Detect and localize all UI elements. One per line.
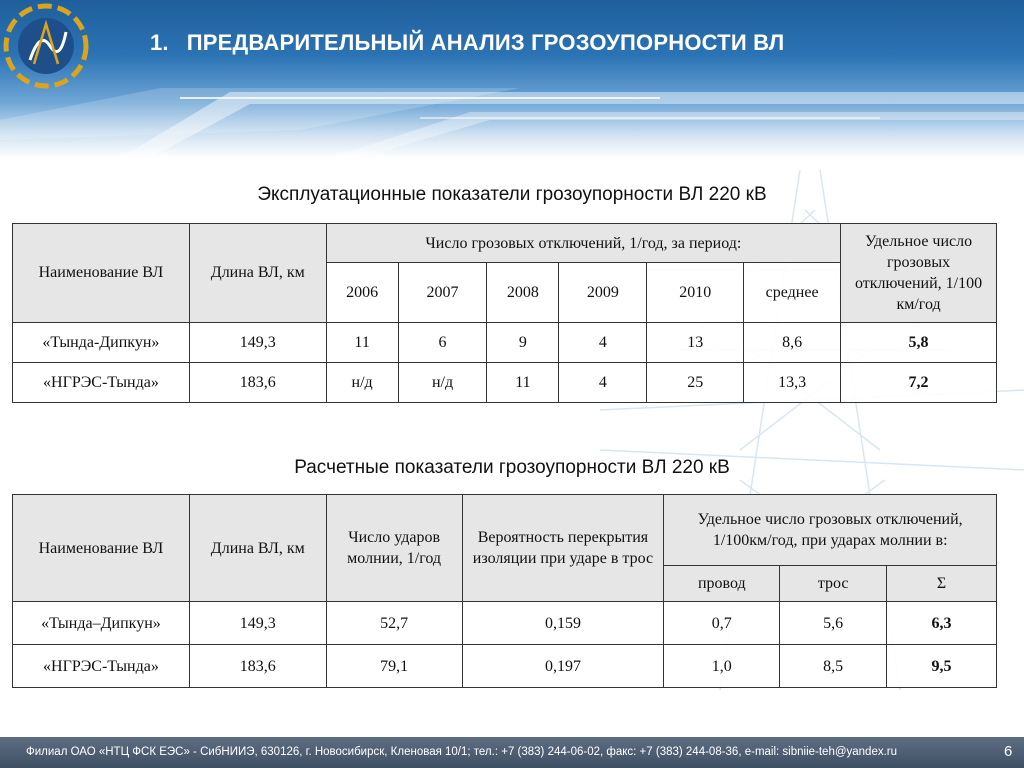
t2-wire: 1,0 [664,645,780,688]
t1-specific-value: 5,8 [841,322,997,362]
slide-header [0,0,1024,158]
t1-year: 2009 [559,263,647,322]
t2-probability: 0,197 [462,645,664,688]
t1-year-average: среднее [744,263,841,322]
t1-value: н/д [398,362,487,402]
t1-line-name: «Тында-Дипкун» [13,322,190,362]
t1-value: 11 [326,322,398,362]
t1-line-length: 183,6 [189,362,326,402]
t2-line-name: «НГРЭС-Тында» [13,645,190,688]
t1-header-name: Наименование ВЛ [13,224,190,323]
t2-header-strikes: Число ударов молнии, 1/год [326,495,462,602]
t1-year: 2007 [398,263,487,322]
t1-value-average: 8,6 [744,322,841,362]
t1-value: 25 [647,362,744,402]
t1-line-name: «НГРЭС-Тында» [13,362,190,402]
table2-caption: Расчетные показатели грозоупорности ВЛ 220 кВ [294,457,730,478]
table-row [13,645,997,688]
t2-cable: 8,5 [780,645,887,688]
t2-header-length: Длина ВЛ, км [189,495,326,602]
t1-header-length: Длина ВЛ, км [189,224,326,323]
t2-header-probability: Вероятность перекрытия изоляции при ударе в трос [462,495,664,602]
t1-value: н/д [326,362,398,402]
operational-table [12,223,997,403]
slide-title [150,30,784,56]
t2-subheader-cable: трос [780,566,887,602]
t1-year: 2006 [326,263,398,322]
t2-wire: 0,7 [664,602,780,645]
header-decoration [0,0,1024,158]
table-row [13,362,997,402]
t2-header-specific: Удельное число грозовых отключений, 1/100км/год, при ударах молнии в: [664,495,997,566]
t1-line-length: 149,3 [189,322,326,362]
t1-value: 6 [398,322,487,362]
t2-header-name: Наименование ВЛ [13,495,190,602]
t1-value-average: 13,3 [744,362,841,402]
table-row [13,602,997,645]
title-number: 1. [150,30,169,55]
t2-subheader-sum: Σ [887,566,997,602]
fsk-logo-icon [0,0,92,92]
t1-value: 13 [647,322,744,362]
t2-strikes: 79,1 [326,645,462,688]
table1-caption: Эксплуатационные показатели грозоупорности ВЛ 220 кВ [257,184,767,205]
t2-sum: 6,3 [887,602,997,645]
t1-year: 2008 [487,263,559,322]
table-row [13,322,997,362]
title-text: ПРЕДВАРИТЕЛЬНЫЙ АНАЛИЗ ГРОЗОУПОРНОСТИ ВЛ [186,30,785,55]
t1-value: 4 [559,322,647,362]
t1-value: 9 [487,322,559,362]
t2-line-name: «Тында–Дипкун» [13,602,190,645]
slide-footer [0,737,1024,768]
t2-line-length: 149,3 [189,602,326,645]
t1-value: 4 [559,362,647,402]
calculated-table [12,494,997,688]
footer-contacts: Филиал ОАО «НТЦ ФСК ЕЭС» - СибНИИЭ, 630126, г. Новосибирск, Кленовая 10/1; тел.: +7 (383) 244-06-02, факс: +7 (383) 244-08-36, e-mail: sibniie-teh@yandex.ru [26,746,898,758]
t2-probability: 0,159 [462,602,664,645]
t2-subheader-wire: провод [664,566,780,602]
t1-specific-value: 7,2 [841,362,997,402]
t1-value: 11 [487,362,559,402]
t2-sum: 9,5 [887,645,997,688]
t2-line-length: 183,6 [189,645,326,688]
t1-header-specific: Удельное число грозовых отключений, 1/100 км/год [841,224,997,323]
t1-header-period: Число грозовых отключений, 1/год, за период: [326,224,840,263]
t1-year: 2010 [647,263,744,322]
t2-strikes: 52,7 [326,602,462,645]
t2-cable: 5,6 [780,602,887,645]
page-number: 6 [1004,743,1013,760]
